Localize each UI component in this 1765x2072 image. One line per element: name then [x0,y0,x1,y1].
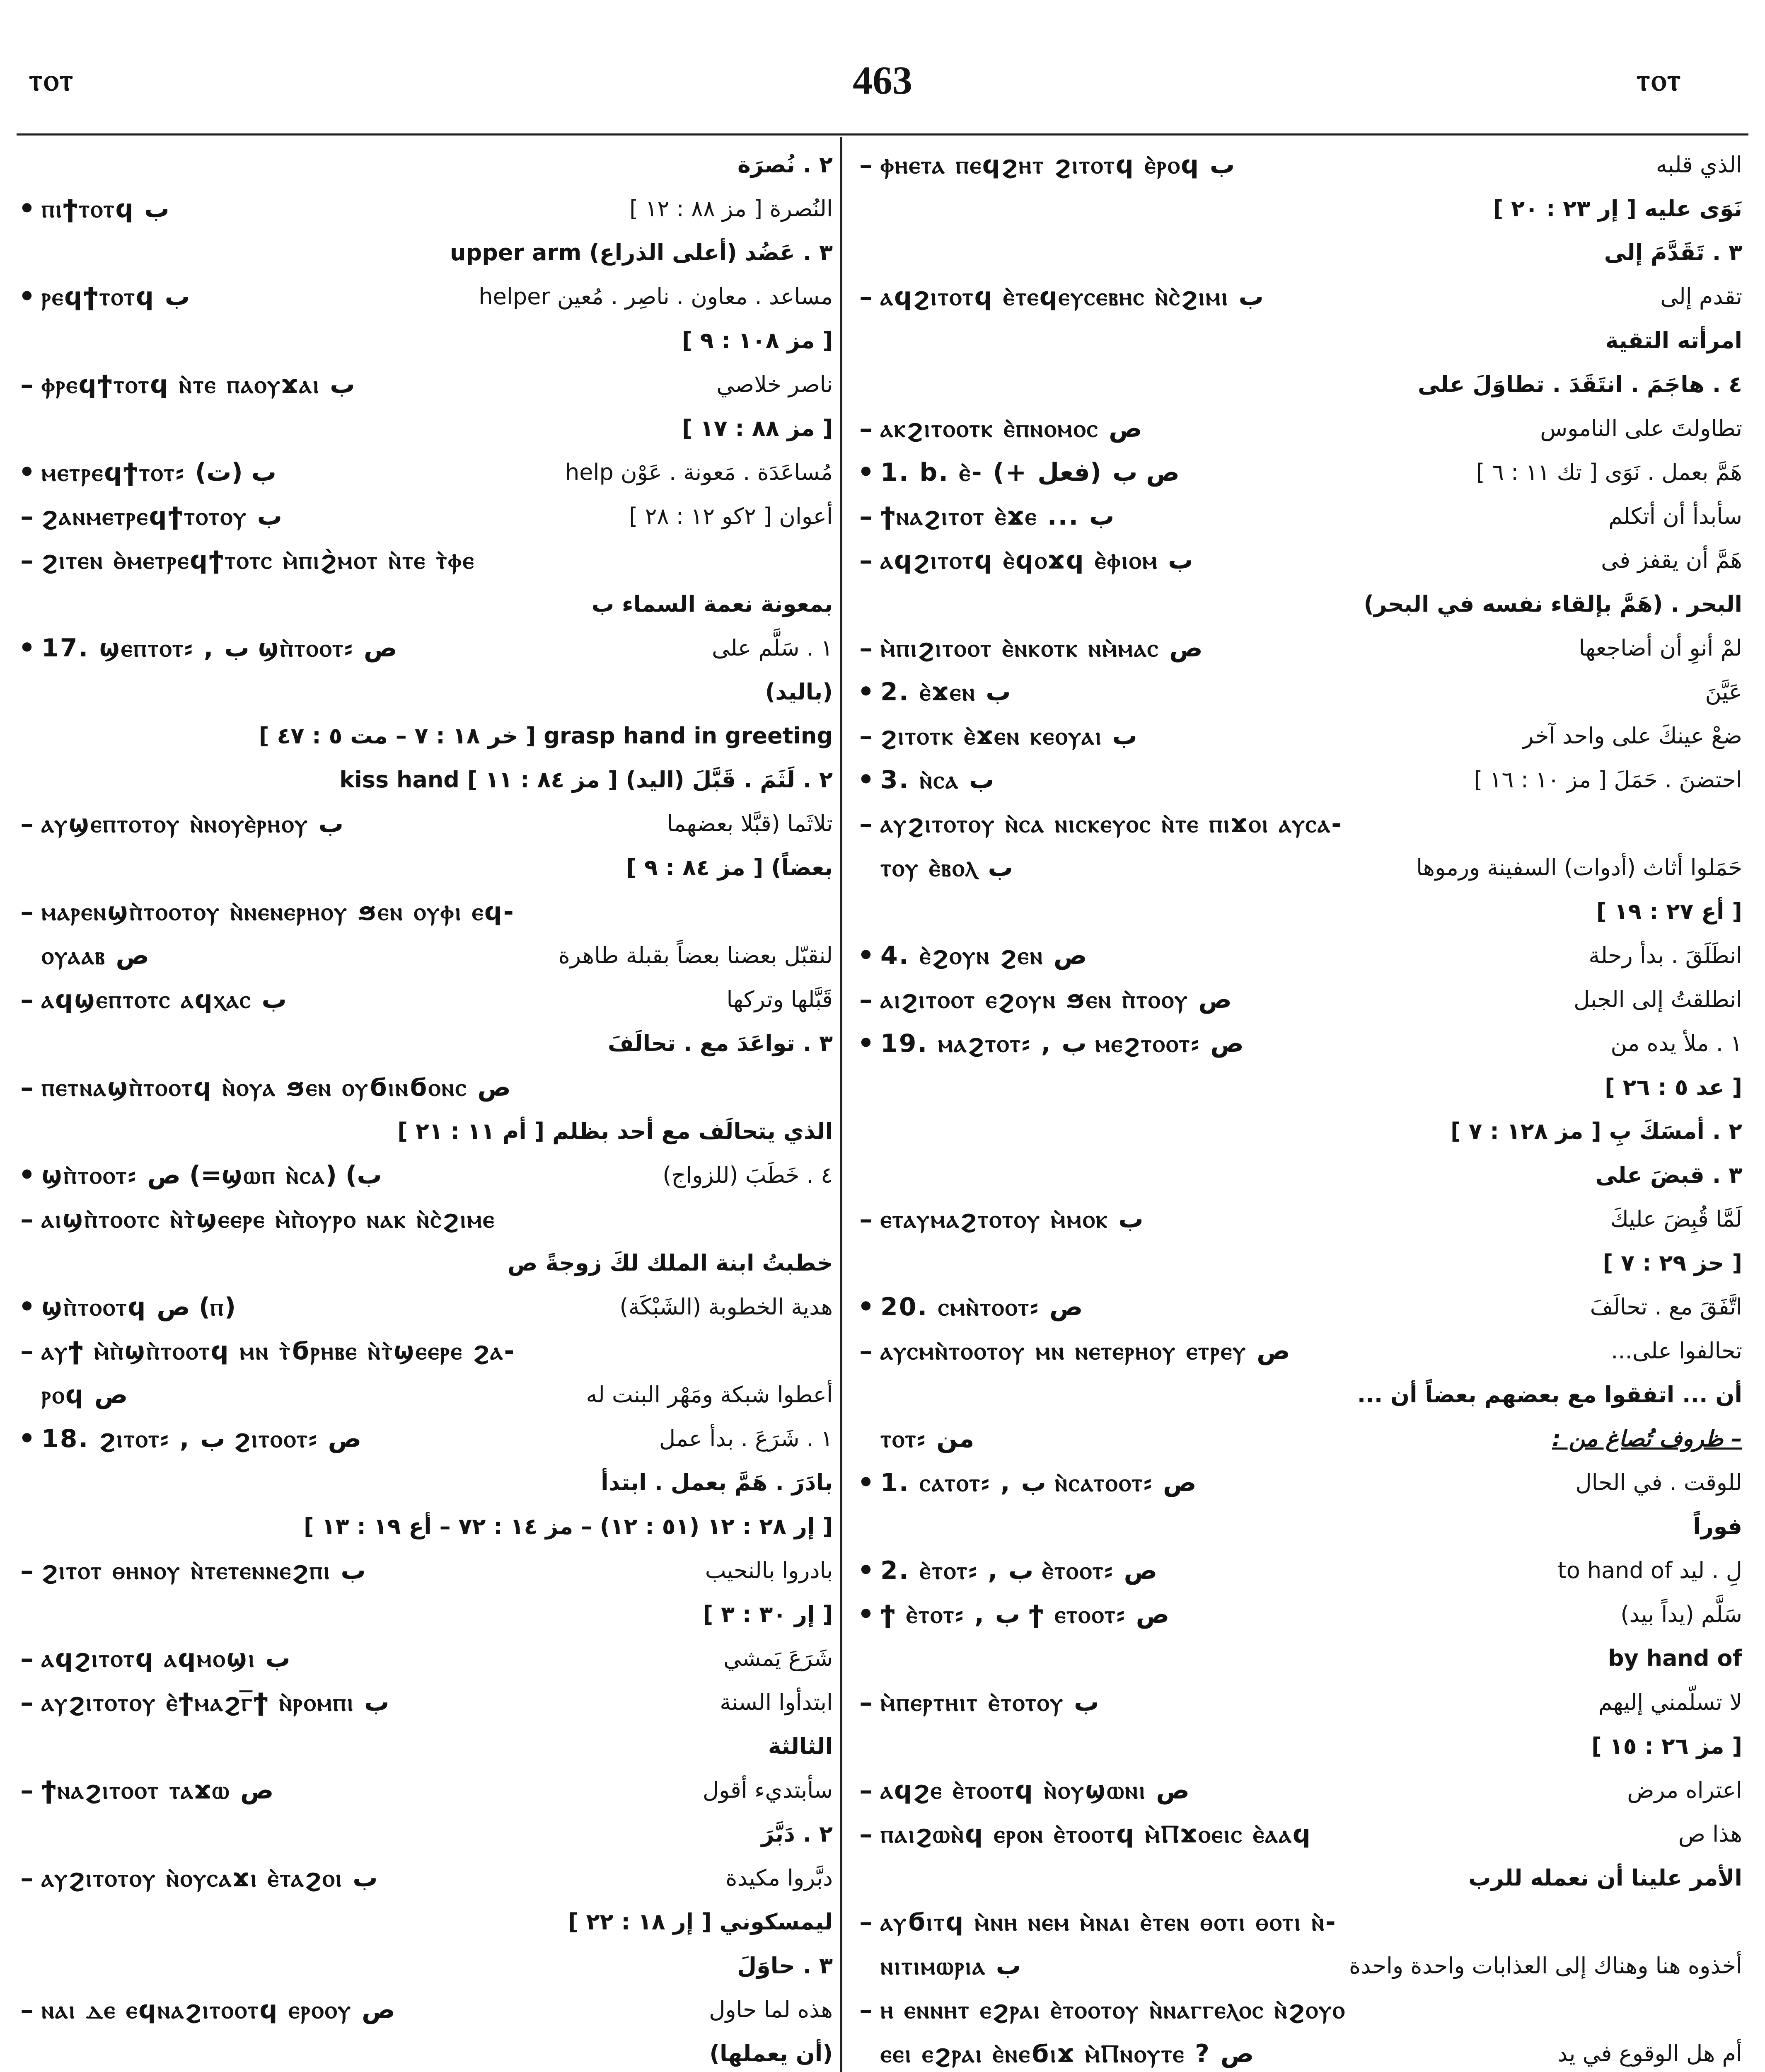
arabic-gloss: بعضاً) [ مز ٨٤ : ٩ ] [626,854,833,881]
coptic-text: ϯⲛⲁϩⲓⲧⲟⲧ ⲉ̀ϫⲉ ... ب [880,502,1115,531]
dictionary-line [12,1153,833,1197]
dictionary-line [851,1373,1742,1417]
arabic-gloss: هذه لما حاول [709,1997,833,2023]
arabic-gloss: شَرَعَ يَمشي [723,1645,833,1671]
coptic-text: ⲉⲧⲁⲩⲙⲁϩⲧⲟⲧⲟⲩ ⲙ̀ⲙⲟⲕ ب [880,1205,1144,1234]
coptic-text: ⲡⲉⲧⲛⲁϣⲡ̀ⲧⲟⲟⲧϥ ⲛ̀ⲟⲩⲁ ϧⲉⲛ ⲟⲩϭⲓⲛϭⲟⲛⲥ ص [41,1073,511,1102]
dictionary-line [12,363,833,407]
coptic-text: ⲫⲏⲉⲧⲁ ⲡⲉϥϩⲏⲧ ϩⲓⲧⲟⲧϥ ⲉ̀ⲣⲟϥ ب [880,150,1235,179]
arabic-gloss: [ عد ٥ : ٢٦ ] [1605,1074,1742,1100]
entry-marker: – [859,149,873,180]
arabic-gloss: ٣ . حاوَلَ [737,1953,833,1979]
entry-marker: • [857,457,875,488]
dictionary-line [851,1944,1742,1988]
entry-marker: – [20,984,34,1015]
dictionary-line [851,187,1742,231]
running-head-right: ⲧⲟⲧ [1637,62,1682,98]
entry-marker: – [20,1687,34,1718]
dictionary-line [851,582,1742,626]
arabic-gloss: حَمَلوا أثاث (أدوات) السفينة ورموها [1416,854,1742,881]
dictionary-line [851,1329,1742,1373]
dictionary-line [12,1812,833,1856]
dictionary-line [12,187,833,231]
arabic-gloss: نَوَى عليه [ إر ٢٣ : ٢٠ ] [1493,196,1742,222]
entry-marker: – [859,1906,873,1937]
dictionary-line [851,1856,1742,1900]
dictionary-line [851,1285,1742,1329]
arabic-gloss: أم هل الوقوع في يد [1557,2041,1742,2067]
arabic-gloss: ليمسكوني [ إر ١٨ : ٢٢ ] [568,1909,833,1935]
coptic-text: ⲛⲓⲧⲓⲙⲱⲣⲓⲁ ب [880,1951,1021,1980]
entry-marker: – [20,1072,34,1103]
arabic-gloss: أعوان [ ٢كو ١٢ : ٢٨ ] [629,503,833,529]
coptic-text: ⲙ̀ⲡⲓϩⲓⲧⲟⲟⲧ ⲉ̀ⲛⲕⲟⲧⲕ ⲛⲙ̀ⲙⲁⲥ ص [880,634,1203,663]
dictionary-line [851,978,1742,1021]
dictionary-line [12,143,833,187]
entry-marker: – [859,808,873,839]
arabic-gloss: بمعونة نعمة السماء ب [591,591,833,617]
dictionary-line [851,934,1742,978]
entry-marker: – [859,501,873,532]
arabic-gloss: ٤ . هاجَمَ . انتَقَدَ . تطاوَلَ على [1417,371,1742,397]
arabic-gloss: اتَّفَقَ مع . تحالَفَ [1590,1294,1742,1320]
coptic-text: ⲏ ⲉⲛⲛⲏⲧ ⲉϩⲣⲁⲓ ⲉ̀ⲧⲟⲟⲧⲟⲩ ⲛ̀ⲛⲁⲅⲅⲉⲗⲟⲥ ⲛ̀ϩⲟⲩⲟ [880,1995,1346,2024]
entry-marker: • [857,1291,875,1322]
dictionary-line [12,1329,833,1373]
arabic-gloss: [ حز ٢٩ : ٧ ] [1603,1250,1742,1276]
dictionary-line [12,846,833,890]
dictionary-line [851,363,1742,407]
entry-marker: – [859,720,873,751]
dictionary-line [12,275,833,319]
dictionary-line [12,2032,833,2072]
coptic-text: ⲟⲩⲁⲁⲃ ص [41,941,150,970]
arabic-gloss: ١ . شَرَعَ . بدأ عمل [659,1426,833,1452]
arabic-gloss: أخذوه هنا وهناك إلى العذابات واحدة واحدة [1349,1953,1742,1979]
arabic-gloss: ٢ . لَثَمَ . قَبَّلَ (اليد) [ مز ٨٤ : ١١ ] kiss hand [339,767,833,793]
dictionary-line [851,802,1742,846]
arabic-gloss: انطَلَقَ . بدأ رحلة [1588,942,1742,968]
arabic-gloss: الأمر علينا أن نعمله للرب [1468,1865,1742,1891]
entry-marker: – [859,281,873,312]
arabic-gloss: مُساعَدَة . مَعونة . عَوْن help [565,459,833,485]
dictionary-line [12,1944,833,1988]
coptic-text: 1. ⲥⲁⲧⲟⲧ⸗ , ب ⲛ̀ⲥⲁⲧⲟⲟⲧ⸗ ص [880,1468,1197,1497]
dictionary-line [12,1724,833,1768]
dictionary-line [851,1900,1742,1944]
dictionary-line [12,1856,833,1900]
dictionary-line [12,407,833,450]
dictionary-line [851,319,1742,363]
arabic-gloss: ٤ . خَطَبَ (للزواج) [662,1162,833,1188]
dictionary-line [12,714,833,758]
entry-marker: – [859,1818,873,1849]
dictionary-line [12,1373,833,1417]
arabic-gloss: ٢ . دَبَّرَ [761,1821,833,1847]
entry-marker: – [20,369,34,400]
dictionary-line [12,934,833,978]
arabic-gloss: هدية الخطوبة (الشَبْكَة) [619,1294,833,1320]
entry-marker: • [18,457,36,488]
arabic-gloss: [ مز ٨٨ : ١٧ ] [682,415,833,441]
coptic-text: 3. ⲛ̀ⲥⲁ ب [880,765,994,794]
entry-marker: • [857,940,875,971]
coptic-text: 1. b. ⲉ̀- (+ فعل) ص ب [880,458,1180,487]
dictionary-line [12,1285,833,1329]
arabic-gloss: ٣ . عَضُد (أعلى الذراع) upper arm [450,240,833,266]
dictionary-line [851,1417,1742,1461]
coptic-text: 18. ϩⲓⲧⲟⲧ⸗ , ب ϩⲓⲧⲟⲟⲧ⸗ ص [41,1424,362,1453]
dictionary-line [12,582,833,626]
arabic-gloss: البحر . (هَمَّ بإلقاء نفسه في البحر) [1364,591,1742,617]
page-number: 463 [853,58,912,102]
dictionary-line [851,890,1742,934]
entry-marker: • [18,281,36,312]
dictionary-line [851,450,1742,494]
arabic-gloss: احتضنَ . حَمَلَ [ مز ١٠ : ١٦ ] [1474,767,1742,793]
coptic-text: ⲁⲩϩⲓⲧⲟⲧⲟⲩ ⲛ̀ⲟⲩⲥⲁϫⲓ ⲉ̀ⲧⲁϩⲟⲓ ب [41,1864,378,1893]
entry-marker: – [20,1203,34,1234]
coptic-text: ϯ ⲉ̀ⲧⲟⲧ⸗ , ب ϯ ⲉⲧⲟⲟⲧ⸗ ص [880,1600,1170,1629]
arabic-gloss: ٣ . تَقَدَّمَ إلى [1604,240,1742,266]
arabic-gloss: عَيَّنَ [1705,679,1742,705]
arabic-gloss: الذي قلبه [1656,152,1742,178]
entry-marker: • [18,1423,36,1454]
arabic-gloss: الذي يتحالَف مع أحد بظلم [ أم ١١ : ٢١ ] [397,1118,833,1144]
dictionary-line [851,1768,1742,1812]
dictionary-line [12,626,833,670]
dictionary-line [851,1241,1742,1285]
entry-marker: – [20,808,34,839]
dictionary-line [12,1900,833,1944]
entry-marker: • [857,1467,875,1498]
entry-marker: • [857,1555,875,1586]
dictionary-line [12,1461,833,1505]
arabic-gloss: [ إر ٢٨ : ١٢ (٥١ : ١٢) – مز ١٤ : ٧٢ – أع ١٩ : ١٣ ] [304,1513,833,1539]
arabic-gloss: سَلَّم (يداً بيد) [1620,1601,1742,1627]
coptic-text: ⲁⲩⲥⲙⲛ̀ⲧⲟⲟⲧⲟⲩ ⲙⲛ ⲛⲉⲧⲉⲣⲏⲟⲩ ⲉⲧⲣⲉⲩ ص [880,1336,1290,1365]
coptic-text: ϯⲛⲁϩⲓⲧⲟⲟⲧ ⲧⲁϫⲱ ص [41,1776,274,1805]
entry-marker: – [859,984,873,1015]
arabic-gloss: تطاولتَ على الناموس [1540,415,1742,441]
arabic-gloss: grasp hand in greeting [ خر ١٨ : ٧ – مت ٥ : ٤٧ ] [259,723,833,749]
coptic-text: ⲁⲩϭⲓⲧϥ ⲙ̀ⲛⲏ ⲛⲉⲙ ⲙ̀ⲛⲁⲓ ⲉ̀ⲧⲉⲛ ⲑⲟⲧⲓ ⲑⲟⲧⲓ ⲛ̀- [880,1907,1337,1936]
coptic-text: 20. ⲥⲙⲛ̀ⲧⲟⲟⲧ⸗ ص [880,1293,1083,1322]
arabic-gloss: النُصرة [ مز ٨٨ : ١٢ ] [629,196,833,222]
entry-marker: • [18,193,36,224]
arabic-gloss: الثالثة [768,1733,833,1759]
dictionary-line [851,407,1742,450]
dictionary-line [851,1988,1742,2032]
dictionary-line [851,714,1742,758]
header-rule [17,133,1748,136]
arabic-gloss: (أن يعملها) [709,2041,833,2067]
dictionary-line [851,1461,1742,1505]
arabic-gloss: اعتراه مرض [1627,1777,1742,1803]
arabic-gloss: لا تسلّمني إليهم [1598,1689,1742,1715]
arabic-gloss: خطبتُ ابنة الملك لكَ زوجةً ص [507,1250,833,1276]
dictionary-line [851,758,1742,802]
arabic-gloss: لنقبّل بعضنا بعضاً بقبلة طاهرة [558,942,833,968]
coptic-text: 19. ⲙⲁϩⲧⲟⲧ⸗ , ب ⲙⲉϩⲧⲟⲟⲧ⸗ ص [880,1029,1244,1058]
entry-marker: • [18,1291,36,1322]
dictionary-line [851,846,1742,890]
arabic-gloss: ٣ . تواعَدَ مع . تحالَفَ [607,1030,833,1056]
coptic-text: ⲡⲁⲓϩⲱⲛ̀ϥ ⲉⲣⲟⲛ ⲉ̀ⲧⲟⲟⲧϥ ⲙ̀Ⲡϫⲟⲉⲓⲥ ⲉ̀ⲁⲁϥ [880,1820,1312,1849]
arabic-gloss: قَبَّلها وتركها [726,986,833,1012]
dictionary-line [12,494,833,538]
dictionary-line [12,1417,833,1461]
entry-marker: • [857,764,875,795]
entry-marker: – [20,1555,34,1586]
arabic-gloss: لمْ أنوِ أن أضاجعها [1579,635,1742,661]
dictionary-line [12,1109,833,1153]
dictionary-line [851,1505,1742,1549]
coptic-text: ⲁⲓϩⲓⲧⲟⲟⲧ ⲉϩⲟⲩⲛ ϧⲉⲛ ⲡ̀ⲧⲟⲟⲩ ص [880,985,1232,1014]
entry-marker: – [859,1774,873,1806]
coptic-text: 4. ⲉ̀ϩⲟⲩⲛ ϩⲉⲛ ص [880,941,1087,970]
arabic-gloss: سأبتديء أقول [702,1777,833,1803]
dictionary-line [12,1636,833,1680]
coptic-text: ϩⲓⲧⲉⲛ ⲑ̀ⲙⲉⲧⲣⲉϥϯⲧⲟⲧⲥ ⲙ̀ⲡⲓϩ̀ⲙⲟⲧ ⲛ̀ⲧⲉ ⲧ̀ⲫⲉ [41,546,475,575]
coptic-text: ⲁϥϩⲓⲧⲟⲧϥ ⲁϥⲙⲟϣⲓ ب [41,1644,290,1673]
coptic-text: ϣⲡ̀ⲧⲟⲟⲧϥ ص (ⲡ) [41,1293,236,1322]
dictionary-line [851,1636,1742,1680]
arabic-gloss: هَمَّ بعمل . نَوَى [ تك ١١ : ٦ ] [1476,459,1742,485]
coptic-text: 2. ⲉ̀ϫⲉⲛ ب [880,678,1011,707]
coptic-text: ⲙⲉⲧⲣⲉϥϯⲧⲟⲧ⸗ ب (ت) [41,458,277,487]
coptic-text: ⲁϥϩⲓⲧⲟⲧϥ ⲉ̀ⲧⲉϥⲉⲩⲥⲉⲃⲏⲥ ⲛ̀ⲥ̀ϩⲓⲙⲓ ب [880,282,1264,311]
dictionary-line [12,1197,833,1241]
coptic-text: ⲁⲓϣⲡ̀ⲧⲟⲟⲧⲥ ⲛ̀ⲧ̀ϣⲉⲉⲣⲉ ⲙ̀ⲡ̀ⲟⲩⲣⲟ ⲛⲁⲕ ⲛ̀ⲥ̀ϩⲓⲙⲉ [41,1205,496,1234]
arabic-gloss: تقدم إلى [1660,283,1742,310]
dictionary-line [12,978,833,1021]
coptic-text: ⲁⲩϩⲓⲧⲟⲧⲟⲩ ⲉ̀ϯⲙⲁϩⲅ̅ϯ ⲛ̀ⲣⲟⲙⲡⲓ ب [41,1688,389,1717]
coptic-text: ⲁϥϣⲉⲡⲧⲟⲧⲥ ⲁϥⲭⲁⲥ ب [41,985,287,1014]
left-column [12,143,833,2072]
dictionary-line [12,538,833,582]
running-head-left: ⲧⲟⲧ [29,62,75,98]
coptic-text: 17. ϣⲉⲡⲧⲟⲧ⸗ , ب ϣⲡ̀ⲧⲟⲟⲧ⸗ ص [41,634,397,663]
arabic-gloss: هَمَّ أن يقفز فى [1601,547,1742,573]
dictionary-line [851,538,1742,582]
entry-marker: – [859,1994,873,2025]
coptic-text: ⲫⲣⲉϥϯⲧⲟⲧϥ ⲛ̀ⲧⲉ ⲡⲁⲟⲩϫⲁⲓ ب [41,370,355,399]
arabic-gloss: أعطوا شبكة ومَهْر البنت له [586,1382,833,1408]
page-header [0,0,1765,137]
coptic-text: ⲙ̀ⲡⲉⲣⲧⲏⲓⲧ ⲉ̀ⲧⲟⲧⲟⲩ ب [880,1688,1099,1717]
arabic-gloss: [ أع ٢٧ : ١٩ ] [1596,898,1742,925]
dictionary-line [851,1812,1742,1856]
dictionary-line [851,670,1742,714]
arabic-gloss: تلاثَما (قبَّلا بعضهما [667,811,833,837]
coptic-text: ⲁⲕϩⲓⲧⲟⲟⲧⲕ ⲉ̀ⲡⲛⲟⲙⲟⲥ ص [880,414,1142,443]
coptic-text: 2. ⲉ̀ⲧⲟⲧ⸗ , ب ⲉ̀ⲧⲟⲟⲧ⸗ ص [880,1556,1158,1585]
arabic-gloss: دبَّروا مكيدة [725,1865,833,1891]
entry-marker: – [20,1643,34,1674]
arabic-gloss: [ إر ٣٠ : ٣ ] [703,1601,833,1627]
arabic-gloss: ١ . ملأ يده من [1610,1030,1742,1056]
arabic-gloss: لِ . ليد to hand of [1557,1557,1742,1583]
coptic-text: ⲁϥϩⲓⲧⲟⲧϥ ⲉ̀ϥⲟϫϥ ⲉ̀ⲫⲓⲟⲙ ب [880,546,1193,575]
coptic-text: ⲁⲩϩⲓⲧⲟⲧⲟⲩ ⲛ̀ⲥⲁ ⲛⲓⲥⲕⲉⲩⲟⲥ ⲛ̀ⲧⲉ ⲡⲓϫⲟⲓ ⲁⲩⲥⲁ- [880,809,1343,838]
entry-marker: – [20,1335,34,1366]
coptic-text: ϣⲡ̀ⲧⲟⲟⲧ⸗ ص (=ϣⲱⲡ ⲛ̀ⲥⲁ) (ب [41,1161,382,1190]
arabic-gloss: [ مز ٢٦ : ١٥ ] [1591,1733,1742,1759]
dictionary-line [12,890,833,934]
arabic-gloss: بادَرَ . هَمَّ بعمل . ابتدأ [601,1469,833,1496]
dictionary-line [12,1988,833,2032]
right-column [851,143,1742,2072]
dictionary-line [12,1065,833,1109]
dictionary-line [851,143,1742,187]
dictionary-line [12,450,833,494]
coptic-text: ⲣⲉϥϯⲧⲟⲧϥ ب [41,282,190,311]
entry-marker: – [20,896,34,927]
dictionary-line [851,626,1742,670]
dictionary-line [12,319,833,363]
dictionary-line [12,1593,833,1636]
arabic-gloss: [ مز ١٠٨ : ٩ ] [682,327,833,353]
entry-marker: – [859,545,873,576]
dictionary-line [12,1241,833,1285]
dictionary-line [851,1109,1742,1153]
entry-marker: • [18,1159,36,1191]
arabic-gloss: سأبدأ أن أتكلم [1608,503,1742,529]
coptic-text: ⲧⲟⲧ⸗ من [880,1424,974,1453]
entry-marker: – [20,1862,34,1893]
dictionary-line [851,231,1742,275]
dictionary-line [851,1549,1742,1593]
entry-marker: – [20,501,34,532]
arabic-gloss: ٢ . نُصرَة [737,152,833,178]
dictionary-line [12,670,833,714]
arabic-gloss: by hand of [1608,1645,1742,1671]
entry-marker: • [857,1028,875,1059]
dictionary-line [12,1021,833,1065]
dictionary-line [12,1768,833,1812]
arabic-gloss: ضعْ عينكَ على واحد آخر [1523,723,1742,749]
dictionary-line [12,231,833,275]
dictionary-line [851,275,1742,319]
coptic-text: ⲉⲉⲓ ⲉϩⲣⲁⲓ ⲉ̀ⲛⲉϭⲓϫ ⲙ̀Ⲡⲛⲟⲩⲧⲉ ? ص [880,2039,1254,2068]
dictionary-line [12,758,833,802]
coptic-text: ϩⲓⲧⲟⲧⲕ ⲉ̀ϫⲉⲛ ⲕⲉⲟⲩⲁⲓ ب [880,721,1137,750]
dictionary-line [851,494,1742,538]
entry-marker: – [859,413,873,444]
entry-marker: • [857,1599,875,1630]
dictionary-line [851,1680,1742,1724]
dictionary-line [851,1065,1742,1109]
dictionary-line [12,1505,833,1549]
arabic-gloss: ٣ . قبضَ على [1595,1162,1742,1188]
coptic-text: ϩⲓⲧⲟⲧ ⲑⲏⲛⲟⲩ ⲛ̀ⲧⲉⲧⲉⲛⲛⲉϩⲡⲓ ب [41,1556,366,1585]
coptic-text: ⲁⲩϯ ⲙ̀ⲡ̀ϣⲡ̀ⲧⲟⲟⲧϥ ⲙⲛ ⲧ̀ϭⲣⲏⲃⲉ ⲛ̀ⲧ̀ϣⲉⲉⲣⲉ ϩⲁ- [41,1336,516,1365]
arabic-gloss: فوراً [1693,1513,1742,1539]
coptic-text: ⲛⲁⲓ ⲇⲉ ⲉϥⲛⲁϩⲓⲧⲟⲟⲧϥ ⲉⲣⲟⲟⲩ ص [41,1995,395,2024]
arabic-gloss: ٢ . أمسَكَ بِ [ مز ١٢٨ : ٧ ] [1451,1118,1742,1144]
entry-marker: – [859,632,873,663]
coptic-text: ϩⲁⲛⲙⲉⲧⲣⲉϥϯⲧⲟⲧⲟⲩ ب [41,502,282,531]
entry-marker: • [857,676,875,707]
dictionary-line [851,1021,1742,1065]
arabic-gloss: بادروا بالنحيب [705,1557,833,1583]
coptic-text: ⲁϥϩⲉ ⲉ̀ⲧⲟⲟⲧϥ ⲛ̀ⲟⲩϣⲱⲛⲓ ص [880,1776,1190,1805]
arabic-gloss: ١ . سَلَّم على [712,635,833,661]
arabic-gloss: امرأته التقية [1605,327,1742,353]
arabic-gloss: ابتدأوا السنة [720,1689,833,1715]
entry-marker: – [20,545,34,576]
coptic-text: ⲙⲁⲣⲉⲛϣⲡ̀ⲧⲟⲟⲧⲟⲩ ⲛ̀ⲛⲉⲛⲉⲣⲏⲟⲩ ϧⲉⲛ ⲟⲩⲫⲓ ⲉϥ- [41,897,515,926]
arabic-gloss: انطلقتُ إلى الجبل [1574,986,1742,1012]
dictionary-line [851,1197,1742,1241]
dictionary-line [851,1724,1742,1768]
arabic-gloss: تحالفوا على... [1611,1338,1742,1364]
dictionary-line [12,1680,833,1724]
arabic-gloss: للوقت . في الحال [1575,1469,1742,1496]
arabic-gloss: لَمَّا قُبِضَ عليكَ [1610,1206,1742,1232]
entry-marker: – [20,1994,34,2025]
coptic-text: ⲧⲟⲩ ⲉ̀ⲃⲟⲗ ب [880,853,1013,882]
column-divider [840,137,842,2072]
arabic-gloss: – ظروف تُصاغ من : [1552,1426,1742,1452]
entry-marker: – [859,1687,873,1718]
dictionary-line [12,1549,833,1593]
arabic-gloss: أن ... اتفقوا مع بعضهم بعضاً أن ... [1357,1382,1742,1408]
entry-marker: – [859,1335,873,1366]
entry-marker: – [859,1203,873,1234]
dictionary-line [851,2032,1742,2072]
coptic-text: ⲁⲩϣⲉⲡⲧⲟⲧⲟⲩ ⲛ̀ⲛⲟⲩⲉ̀ⲣⲏⲟⲩ ب [41,809,344,838]
dictionary-line [851,1153,1742,1197]
arabic-gloss: (باليد) [765,679,833,705]
dictionary-line [12,802,833,846]
entry-marker: • [18,632,36,663]
entry-marker: – [20,1774,34,1806]
arabic-gloss: مساعد . معاون . ناصِر . مُعين helper [479,283,833,310]
coptic-text: ⲡⲓϯⲧⲟⲧϥ ب [41,194,169,223]
coptic-text: ⲣⲟϥ ص [41,1380,128,1409]
arabic-gloss: هذا ص [1678,1821,1742,1847]
arabic-gloss: ناصر خلاصي [716,371,833,397]
dictionary-line [851,1593,1742,1636]
